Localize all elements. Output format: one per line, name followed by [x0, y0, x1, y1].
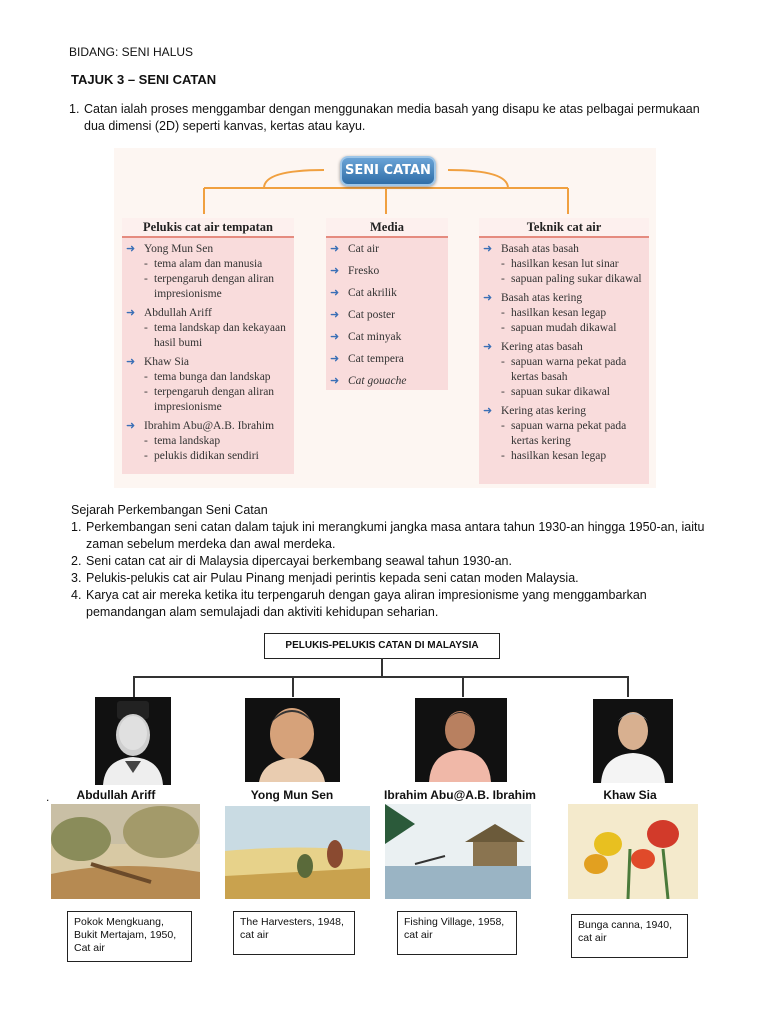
pelukis-entry: ➜ Khaw Sia [126, 356, 190, 368]
arrow-icon: ➜ [330, 331, 340, 343]
connector-line [133, 676, 628, 678]
arrow-icon: ➜ [330, 243, 340, 255]
media-item: ➜ Cat akrilik [330, 287, 397, 299]
arrow-icon: ➜ [126, 243, 136, 255]
arrow-icon: ➜ [330, 309, 340, 321]
arrow-icon: ➜ [330, 265, 340, 277]
pelukis-note: - tema alam dan manusia [144, 258, 263, 270]
teknik-note: - sapuan sukar dikawal [501, 386, 610, 398]
pelukis-note: - pelukis didikan sendiri [144, 450, 259, 462]
arrow-icon: ➜ [126, 307, 136, 319]
intro-number: 1. [69, 102, 80, 116]
portrait-yong-mun-sen [245, 698, 340, 782]
arrow-icon: ➜ [483, 341, 493, 353]
artist-name: Yong Mun Sen [250, 788, 334, 802]
teknik-entry: ➜ Kering atas basah [483, 341, 583, 353]
portrait-abdullah-ariff [95, 697, 171, 785]
connector-line [381, 658, 383, 676]
caption-box: Fishing Village, 1958, cat air [397, 911, 517, 955]
arrow-icon: ➜ [126, 356, 136, 368]
seni-catan-badge: SENI CATAN [340, 156, 436, 186]
artist-name: Abdullah Ariff [76, 788, 156, 802]
arrow-icon: ➜ [483, 243, 493, 255]
caption-box: Bunga canna, 1940, cat air [571, 914, 688, 958]
connector-line [462, 676, 464, 697]
pelukis-note: - terpengaruh dengan aliran impresionisme [144, 386, 275, 413]
painting-fishing-village [385, 804, 531, 899]
connector-line [292, 676, 294, 697]
arrow-icon: ➜ [330, 287, 340, 299]
sejarah-heading: Sejarah Perkembangan Seni Catan [71, 503, 268, 517]
teknik-column [479, 218, 649, 484]
pelukis-note: - tema landskap dan kekayaan hasil bumi [144, 322, 286, 349]
painting-bunga-canna [568, 804, 698, 899]
teknik-entry: ➜ Kering atas kering [483, 405, 586, 417]
connector-line [133, 676, 135, 697]
arrow-icon: ➜ [483, 405, 493, 417]
media-item: ➜ Cat tempera [330, 353, 404, 365]
portrait-khaw-sia [593, 699, 673, 783]
intro-text: Catan ialah proses menggambar dengan menggunakan media basah yang disapu ke atas pelbagai permukaan dua dimensi (2D) seperti kanvas, kertas atau kayu. [84, 102, 700, 133]
arrow-icon: ➜ [483, 292, 493, 304]
media-item: ➜ Cat air [330, 243, 379, 255]
pelukis-heading: Pelukis cat air tempatan [122, 218, 294, 238]
painting-pokok-mengkuang [51, 804, 200, 899]
media-item: ➜ Cat gouache [330, 375, 407, 387]
media-item: ➜ Fresko [330, 265, 380, 277]
teknik-note: - hasilkan kesan lut sinar [501, 258, 619, 270]
subject-label: BIDANG: SENI HALUS [69, 45, 194, 59]
teknik-entry: ➜ Basah atas basah [483, 243, 579, 255]
media-item: ➜ Cat minyak [330, 331, 402, 343]
org-chart-title: PELUKIS-PELUKIS CATAN DI MALAYSIA [264, 633, 500, 659]
arrow-icon: ➜ [330, 353, 340, 365]
media-column [326, 218, 448, 390]
painting-the-harvesters [225, 806, 370, 899]
connector-line [627, 676, 629, 697]
media-item: ➜ Cat poster [330, 309, 395, 321]
pelukis-note: - tema landskap [144, 435, 221, 447]
teknik-note: - sapuan mudah dikawal [501, 322, 617, 334]
pelukis-entry: ➜ Ibrahim Abu@A.B. Ibrahim [126, 420, 275, 432]
sejarah-section [71, 502, 711, 621]
pelukis-column [122, 218, 294, 474]
pelukis-note: - terpengaruh dengan aliran impresionisme [144, 273, 275, 300]
caption-box: The Harvesters, 1948, cat air [233, 911, 355, 955]
teknik-note: - sapuan warna pekat pada kertas basah [501, 356, 627, 383]
portrait-ibrahim-abu [415, 698, 507, 782]
sejarah-point: 2. Seni catan cat air di Malaysia dipercayai berkembang seawal tahun 1930-an. [71, 554, 512, 568]
teknik-entry: ➜ Basah atas kering [483, 292, 583, 304]
caption-box: Pokok Mengkuang, Bukit Mertajam, 1950, Cat air [67, 911, 192, 962]
teknik-note: - sapuan paling sukar dikawal [501, 273, 642, 285]
seni-catan-infographic [114, 148, 656, 488]
media-heading: Media [326, 218, 448, 238]
stray-dot: . [46, 790, 50, 804]
intro-paragraph [69, 101, 709, 135]
pelukis-entry: ➜ Yong Mun Sen [126, 243, 214, 255]
pelukis-note: - tema bunga dan landskap [144, 371, 271, 383]
topic-title: TAJUK 3 – SENI CATAN [71, 72, 217, 87]
teknik-note: - hasilkan kesan legap [501, 450, 607, 462]
sejarah-point: 3. Pelukis-pelukis cat air Pulau Pinang menjadi perintis kepada seni catan moden Malaysia. [71, 571, 579, 585]
pelukis-entry: ➜ Abdullah Ariff [126, 307, 212, 319]
teknik-note: - hasilkan kesan legap [501, 307, 607, 319]
artist-name: Khaw Sia [603, 788, 657, 802]
teknik-heading: Teknik cat air [479, 218, 649, 238]
sejarah-point: 4. Karya cat air mereka ketika itu terpengaruh dengan gaya aliran impresionisme yang menggambarkan pemandangan alam semulajadi dan aktiviti kehidupan seharian. [71, 588, 647, 619]
teknik-note: - sapuan warna pekat pada kertas kering [501, 420, 627, 447]
arrow-icon: ➜ [126, 420, 136, 432]
sejarah-point: 1. Perkembangan seni catan dalam tajuk ini merangkumi jangka masa antara tahun 1930-an hingga 1950-an, iaitu zaman sebelum merdeka dan awal merdeka. [71, 520, 705, 551]
arrow-icon: ➜ [330, 375, 340, 387]
artist-name: Ibrahim Abu@A.B. Ibrahim [384, 788, 536, 802]
